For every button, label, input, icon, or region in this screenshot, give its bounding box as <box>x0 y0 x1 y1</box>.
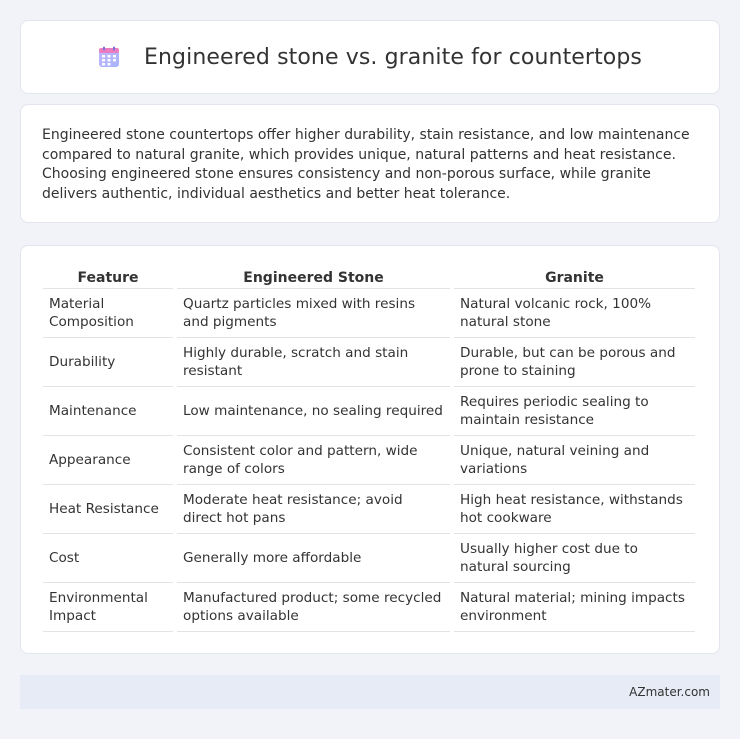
engineered-stone-cell: Generally more affordable <box>177 534 450 583</box>
granite-cell: Natural volcanic rock, 100% natural stone <box>454 289 695 338</box>
table-row <box>43 338 695 387</box>
footer-brand: AZmater.com <box>629 685 710 699</box>
table-row <box>43 289 695 338</box>
feature-cell: Durability <box>43 338 173 387</box>
feature-cell: Maintenance <box>43 387 173 436</box>
granite-cell: Natural material; mining impacts environment <box>454 583 695 632</box>
title-card <box>20 20 720 94</box>
header-engineered-stone: Engineered Stone <box>177 268 450 289</box>
header-granite: Granite <box>454 268 695 289</box>
engineered-stone-cell: Manufactured product; some recycled options available <box>177 583 450 632</box>
page-title: Engineered stone vs. granite for countertops <box>144 44 642 70</box>
feature-cell: Environmental Impact <box>43 583 173 632</box>
feature-cell: Appearance <box>43 436 173 485</box>
granite-cell: Usually higher cost due to natural sourcing <box>454 534 695 583</box>
engineered-stone-cell: Highly durable, scratch and stain resistant <box>177 338 450 387</box>
granite-cell: Unique, natural veining and variations <box>454 436 695 485</box>
granite-cell: Durable, but can be porous and prone to staining <box>454 338 695 387</box>
summary-paragraph: Engineered stone countertops offer higher durability, stain resistance, and low maintenance compared to natural granite, which provides unique, natural patterns and heat resistance. Choosing engineered stone ensures consistency and non-porous surface, while granite delivers authentic, individual aesthetics and better heat tolerance. <box>42 127 690 202</box>
engineered-stone-cell: Consistent color and pattern, wide range of colors <box>177 436 450 485</box>
comparison-table-card <box>20 245 720 654</box>
table-row <box>43 583 695 632</box>
header-feature: Feature <box>43 268 173 289</box>
engineered-stone-cell: Quartz particles mixed with resins and pigments <box>177 289 450 338</box>
footer-bar <box>20 675 720 709</box>
table-row <box>43 485 695 534</box>
engineered-stone-cell: Low maintenance, no sealing required <box>177 387 450 436</box>
table-row <box>43 387 695 436</box>
granite-cell: High heat resistance, withstands hot cookware <box>454 485 695 534</box>
table-row <box>43 534 695 583</box>
table-header-row <box>43 268 695 289</box>
summary-card <box>20 104 720 223</box>
feature-cell: Material Composition <box>43 289 173 338</box>
feature-cell: Cost <box>43 534 173 583</box>
comparison-table <box>39 268 699 632</box>
calendar-icon <box>98 46 120 68</box>
feature-cell: Heat Resistance <box>43 485 173 534</box>
engineered-stone-cell: Moderate heat resistance; avoid direct hot pans <box>177 485 450 534</box>
table-row <box>43 436 695 485</box>
granite-cell: Requires periodic sealing to maintain resistance <box>454 387 695 436</box>
